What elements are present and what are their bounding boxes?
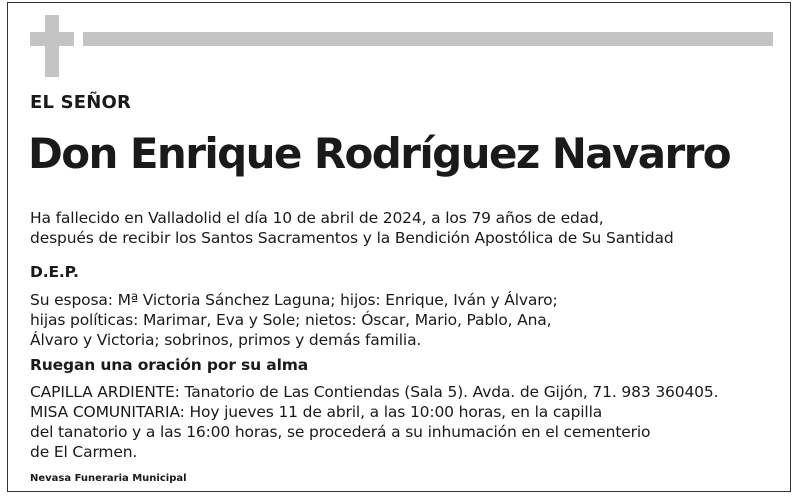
latin-cross-icon [45,15,59,77]
announcement-line: después de recibir los Santos Sacramentos y la Bendición Apostólica de Su Santidad [30,229,674,247]
latin-cross-icon-arm [30,32,74,46]
title-kicker: EL SEÑOR [30,92,132,113]
announcement-line: Ha fallecido en Valladolid el día 10 de abril de 2024, a los 79 años de edad, [30,209,604,227]
services-line: del tanatorio y a las 16:00 horas, se procederá a su inhumación en el cementerio [30,423,651,441]
dep-label: D.E.P. [30,263,79,281]
family-line: hijas políticas: Marimar, Eva y Sole; nietos: Óscar, Mario, Pablo, Ana, [30,311,552,329]
services-line: MISA COMUNITARIA: Hoy jueves 11 de abril, a las 10:00 horas, en la capilla [30,403,603,421]
family-line: Álvaro y Victoria; sobrinos, primos y demás familia. [30,331,422,349]
services-line: de El Carmen. [30,443,138,461]
family-line: Su esposa: Mª Victoria Sánchez Laguna; hijos: Enrique, Iván y Álvaro; [30,291,558,309]
prayer-request: Ruegan una oración por su alma [30,356,309,374]
deceased-name: Don Enrique Rodríguez Navarro [28,129,730,178]
header-rule [83,32,773,46]
funeral-home-signature: Nevasa Funeraria Municipal [30,473,187,484]
obituary-notice [7,2,791,492]
services-line: CAPILLA ARDIENTE: Tanatorio de Las Contiendas (Sala 5). Avda. de Gijón, 71. 983 360405. [30,383,719,401]
